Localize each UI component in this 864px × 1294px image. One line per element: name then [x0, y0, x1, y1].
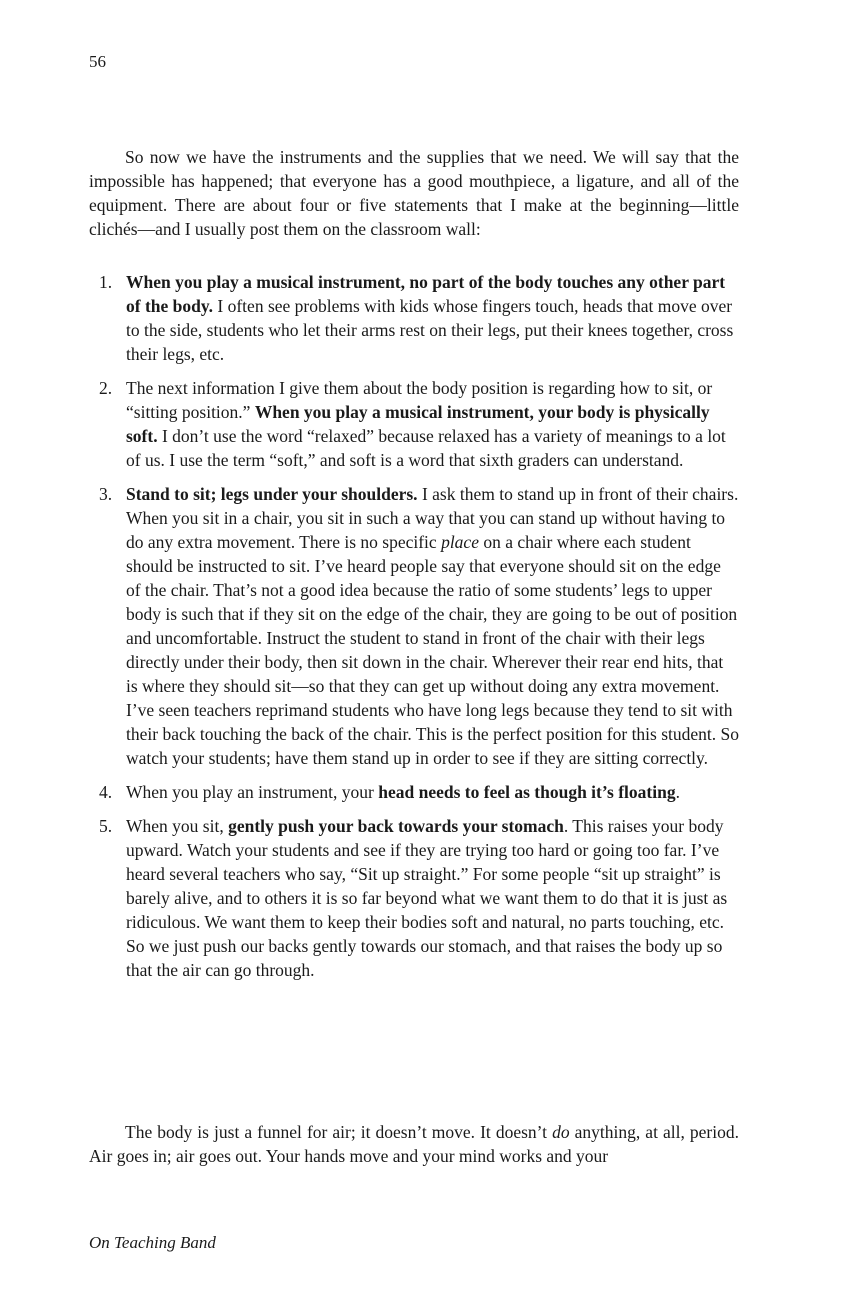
closing-text-pre: The body is just a funnel for air; it doesn’t move. It doesn’t	[125, 1122, 553, 1142]
list-item	[89, 814, 739, 982]
list-item-number: 1.	[99, 272, 113, 292]
list-item-number: 3.	[99, 484, 113, 504]
rule-bold-statement: head needs to feel as though it’s floating	[378, 782, 676, 802]
rule-text-post: . This raises your body upward. Watch your students and see if they are trying too hard or going too far. I’ve heard several teachers who say, “Sit up straight.” For some people “sit up straight” is barely alive, and to others it is so far beyond what we want them to do that it is just as ridiculous. We want them to keep their bodies soft and natural, no parts touching, etc. So we just push our backs gently towards our stomach, and that raises the body up so that the air can go through.	[126, 816, 728, 980]
list-item	[89, 482, 739, 770]
rule-text-post: I don’t use the word “relaxed” because relaxed has a variety of meanings to a lot of us. I use the term “soft,” and soft is a word that sixth graders can understand.	[126, 426, 726, 470]
rule-text-post: I often see problems with kids whose fingers touch, heads that move over to the side, students who let their arms rest on their legs, put their knees together, cross their legs, etc.	[126, 296, 734, 364]
closing-text-post: anything, at all, period. Air goes in; air goes out. Your hands move and your mind works and your	[89, 1122, 739, 1166]
list-item-number: 2.	[99, 378, 113, 398]
rule-text-pre: The next information I give them about the body position is regarding how to sit, or “sitting position.”	[126, 378, 713, 422]
closing-paragraph	[89, 1120, 739, 1168]
intro-paragraph: So now we have the instruments and the supplies that we need. We will say that the impossible has happened; that everyone has a good mouthpiece, a ligature, and all of the equipment. There are about four or five statements that I make at the beginning—little clichés—and I usually post them on the classroom wall:	[89, 147, 739, 239]
closing-italic-word: do	[552, 1122, 570, 1142]
rule-bold-statement: gently push your back towards your stomach	[228, 816, 564, 836]
rule-text-post: I ask them to stand up in front of their chairs. When you sit in a chair, you sit in such a way that you can stand up without having to do any extra movement. There is no specific	[126, 484, 739, 552]
page-number: 56	[89, 52, 106, 71]
rule-text-post: on a chair where each student should be instructed to sit. I’ve heard people say that everyone should sit on the edge of the chair. That’s not a good idea because the ratio of some students’ legs to upper body is such that if they sit on the edge of the chair, they are going to be out of position and uncomfortable. Instruct the student to stand in front of the chair with their legs directly under their body, then sit down in the chair. Wherever their rear end hits, that is where they should sit—so that they can get up without doing any extra movement. I’ve seen teachers reprimand students who have long legs because they tend to sit with their back touching the back of the chair. This is the perfect position for this student. So watch your students; have them stand up in order to see if they are sitting correctly.	[126, 532, 740, 768]
running-footer: On Teaching Band	[89, 1233, 216, 1252]
rule-text-pre: When you play an instrument, your	[126, 782, 379, 802]
rule-bold-statement: When you play a musical instrument, no part of the body touches any other part of the body.	[126, 272, 726, 316]
rule-bold-statement: Stand to sit; legs under your shoulders.	[126, 484, 418, 504]
rule-italic-word: place	[441, 532, 479, 552]
rule-bold-statement: When you play a musical instrument, your body is physically soft.	[126, 402, 710, 446]
list-item	[89, 376, 739, 472]
rule-text-pre: When you sit,	[126, 816, 229, 836]
rule-text-post: .	[675, 782, 680, 802]
list-item-number: 4.	[99, 782, 113, 802]
list-item	[89, 780, 739, 804]
list-item-number: 5.	[99, 816, 113, 836]
list-item	[89, 270, 739, 366]
rules-list	[89, 270, 739, 992]
